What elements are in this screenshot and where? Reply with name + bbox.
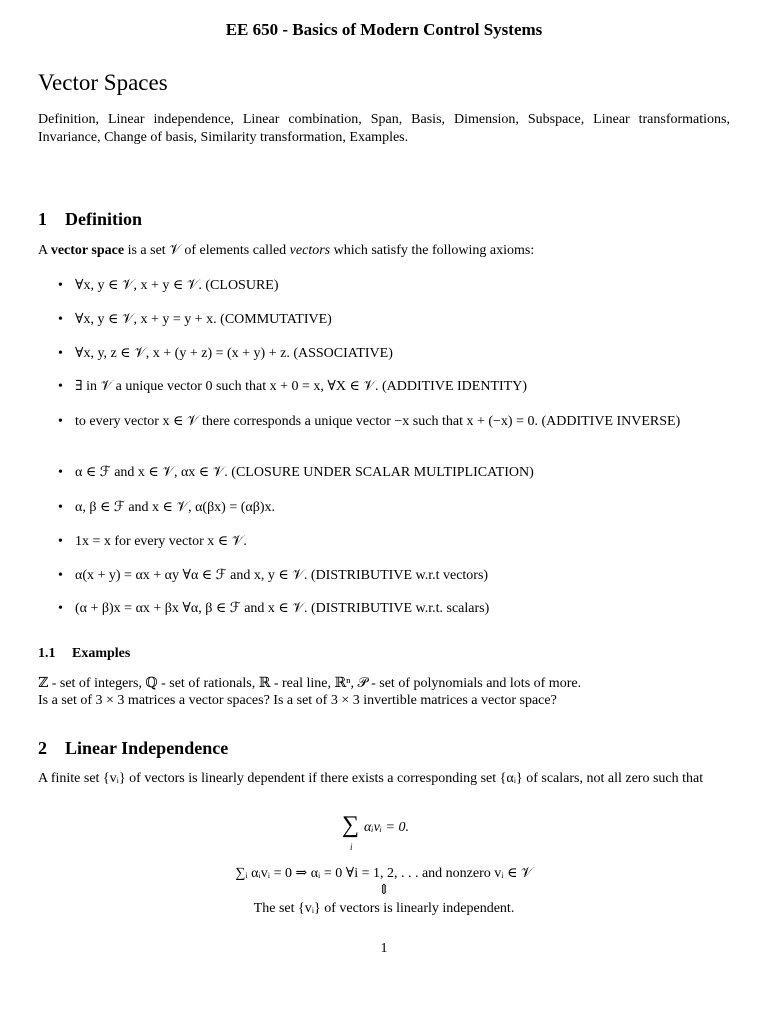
section-heading-definition (38, 209, 142, 230)
axiom-text: 1x = x for every vector x ∈ 𝒱. (75, 534, 247, 549)
axiom-text: ∃ in 𝒱 a unique vector 0 such that x + 0 = x, ∀X ∈ 𝒱. (ADDITIVE IDENTITY) (75, 379, 527, 394)
sum-index: i (350, 842, 353, 852)
equivalence-arrow-icon: ⇕ (378, 883, 390, 898)
independence-conclusion: The set {vᵢ} of vectors is linearly independent. (253, 901, 515, 916)
sum-expression: αᵢvᵢ = 0. (364, 820, 409, 835)
bullet-icon: • (58, 568, 63, 583)
axiom-text: α, β ∈ ℱ and x ∈ 𝒱, α(βx) = (αβ)x. (75, 500, 276, 515)
bullet-icon: • (58, 601, 63, 616)
chapter-title: Vector Spaces (38, 70, 168, 95)
axiom-text: α ∈ ℱ and x ∈ 𝒱, αx ∈ 𝒱. (CLOSURE UNDER SCALAR MULTIPLICATION) (75, 465, 534, 480)
axiom-item (58, 311, 730, 329)
axiom-item (58, 567, 730, 585)
bullet-icon: • (58, 500, 63, 515)
topics-list: Definition, Linear independence, Linear combination, Span, Basis, Dimension, Subspace, Linear transformations, Invariance, Change of basis, Similarity transformation, Examples. (38, 112, 730, 145)
intro-mid: is a set 𝒱 of elements called (127, 243, 287, 258)
axiom-text: α(x + y) = αx + αy ∀α ∈ ℱ and x, y ∈ 𝒱. (DISTRIBUTIVE w.r.t vectors) (75, 568, 489, 583)
bullet-icon: • (58, 465, 63, 480)
bullet-icon: • (58, 312, 63, 327)
section-title: Linear Independence (65, 738, 229, 758)
bullet-icon: • (58, 346, 63, 361)
course-title: EE 650 - Basics of Modern Control Systems (225, 20, 543, 39)
bullet-icon: • (58, 278, 63, 293)
bullet-icon: • (58, 379, 63, 394)
section-number: 2 (38, 738, 47, 758)
section-number: 1 (38, 209, 47, 229)
axiom-item (58, 378, 730, 396)
axiom-item (58, 533, 730, 551)
axiom-text: ∀x, y ∈ 𝒱, x + y = y + x. (COMMUTATIVE) (75, 312, 332, 327)
subsection-number: 1.1 (38, 646, 56, 661)
section-title: Definition (65, 209, 143, 229)
axiom-item (58, 499, 730, 517)
axiom-text: (α + β)x = αx + βx ∀α, β ∈ ℱ and x ∈ 𝒱. (DISTRIBUTIVE w.r.t. scalars) (75, 601, 490, 616)
page-number: 1 (380, 941, 388, 956)
axiom-item (58, 345, 730, 363)
axiom-item (58, 413, 730, 431)
axiom-item (58, 600, 730, 618)
examples-line-2: Is a set of 3 × 3 matrices a vector spaces? Is a set of 3 × 3 invertible matrices a vector space? (38, 693, 557, 708)
intro-suffix: which satisfy the following axioms: (333, 243, 535, 258)
axiom-item (58, 464, 730, 482)
implication-line: ∑ᵢ αᵢvᵢ = 0 ⇒ αᵢ = 0 ∀i = 1, 2, . . . and nonzero vᵢ ∈ 𝒱 (235, 866, 533, 881)
intro-vectors: vectors (289, 243, 331, 258)
sigma-symbol: ∑ (342, 812, 360, 838)
definition-intro (38, 242, 730, 260)
intro-term: vector space (50, 243, 125, 258)
axiom-text: ∀x, y ∈ 𝒱, x + y ∈ 𝒱. (CLOSURE) (75, 278, 279, 293)
axiom-item (58, 277, 730, 295)
subsection-title: Examples (72, 646, 131, 661)
subsection-heading-examples (38, 646, 130, 662)
axiom-text: to every vector x ∈ 𝒱 there corresponds a unique vector −x such that x + (−x) = 0. (ADDITIVE INVERSE) (75, 414, 681, 429)
intro-prefix: A (38, 243, 48, 258)
examples-line-1: ℤ - set of integers, ℚ - set of rationals, ℝ - real line, ℝⁿ, 𝒫 - set of polynomials and lots of more. (38, 676, 582, 691)
bullet-icon: • (58, 414, 63, 429)
section-heading-linear-independence (38, 738, 228, 759)
axiom-text: ∀x, y, z ∈ 𝒱, x + (y + z) = (x + y) + z. (ASSOCIATIVE) (75, 346, 393, 361)
bullet-icon: • (58, 534, 63, 549)
linear-dependence-definition: A finite set {vᵢ} of vectors is linearly dependent if there exists a corresponding set {αᵢ} of scalars, not all zero such that (38, 771, 704, 786)
